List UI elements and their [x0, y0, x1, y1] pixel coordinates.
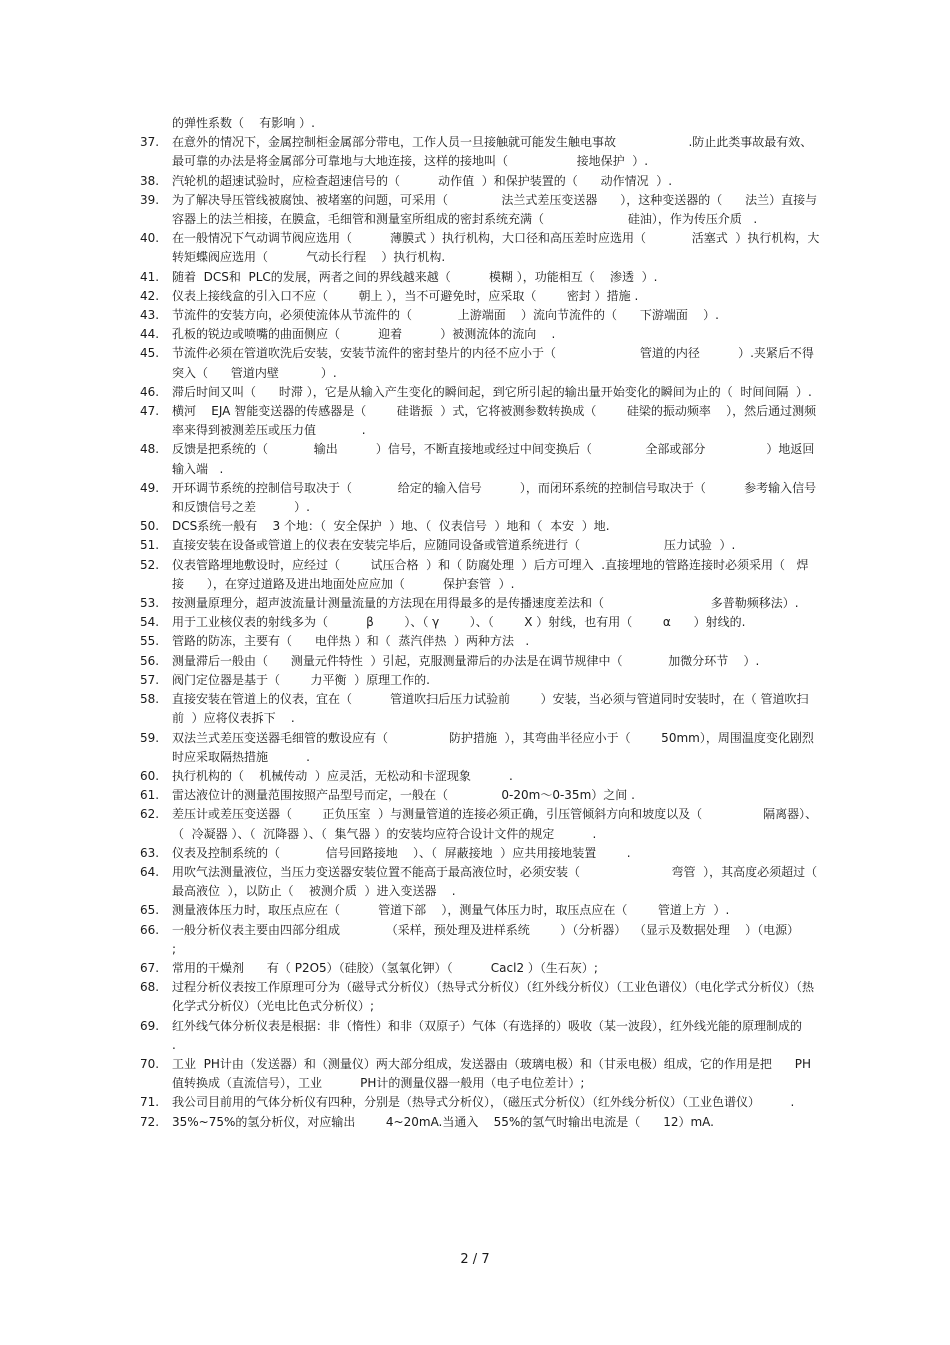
item-number: 70. [140, 1056, 160, 1071]
list-item [140, 1113, 820, 1132]
item-number: 63. [140, 845, 160, 860]
item-number: 66. [140, 922, 160, 937]
item-text: 横河 EJA 智能变送器的传感器是（ 硅谐振 ）式，它将被测参数转换成（ 硅梁的振动频率 ），然后通过测频率来得到被测差压或压力值 . [172, 404, 817, 438]
item-number: 43. [140, 308, 160, 323]
item-number: 58. [140, 692, 160, 707]
item-number: 44. [140, 327, 160, 342]
list-item [140, 652, 820, 671]
item-number: 48. [140, 442, 160, 457]
list-item [140, 786, 820, 805]
item-number: 51. [140, 538, 160, 553]
item-number: 68. [140, 980, 160, 995]
item-text: 节流件必须在管道吹洗后安装，安装节流件的密封垫片的内径不应小于（ 管道的内径 ）.夹紧后不得突入（ 管道内壁 ）. [172, 346, 814, 380]
item-number: 42. [140, 288, 160, 303]
list-item [140, 268, 820, 287]
item-text: 35%~75%的氢分析仪，对应输出 4~20mA.当通入 55%的氢气时输出电流是（ 12）mA. [172, 1114, 714, 1129]
item-text: 反馈是把系统的（ 输出 ）信号，不断直接地或经过中间变换后（ 全部或部分 ）地返回输入端 . [172, 442, 815, 476]
list-item [140, 191, 820, 229]
item-text: 常用的干燥剂 有（ P2O5）（硅胶）（氢氧化钾）（ Cacl2 ）（生石灰）; [172, 960, 598, 975]
item-number: 72. [140, 1114, 160, 1129]
item-text: 工业 PH计由（发送器）和（测量仪）两大部分组成，发送器由（玻璃电极）和（甘汞电极）组成，它的作用是把 PH值转换成（直流信号），工业 PH计的测量仪器一般用（电子电位差计）; [172, 1056, 812, 1091]
page-number: 2 / 7 [460, 1252, 490, 1267]
list-item [140, 863, 833, 901]
list-item [140, 959, 820, 978]
list-item [140, 690, 820, 728]
list-item [140, 133, 820, 171]
item-text: 红外线气体分析仪表是根据：非（惰性）和非（双原子）气体（有选择的）吸收（某一波段），红外线光能的原理制成的 . [172, 1018, 841, 1052]
list-item [140, 229, 820, 267]
item-text: 随着 DCS和 PLC的发展，两者之间的界线越来越（ 模糊 ），功能相互（ 渗透 ）. [172, 269, 658, 284]
list-item [140, 306, 820, 325]
item-text: 雷达液位计的测量范围按照产品型号而定，一般在（ 0-20m～0-35m）之间 . [172, 788, 635, 803]
item-text: 双法兰式差压变送器毛细管的敷设应有（ 防护措施 ），其弯曲半径应小于（ 50mm），周围温度变化剧烈时应采取隔热措施 . [172, 730, 814, 764]
item-number: 41. [140, 269, 160, 284]
list-item [140, 767, 820, 786]
item-number: 61. [140, 788, 160, 803]
item-text: 执行机构的（ 机械传动 ）应灵活，无松动和卡涩现象 . [172, 768, 513, 783]
item-text: 仪表管路埋地敷设时，应经过（ 试压合格 ）和（ 防腐处理 ）后方可埋入 .直接埋地的管路连接时必须采用（ 焊接 ），在穿过道路及进出地面处应应加（ 保护套管 ）. [172, 557, 809, 591]
item-text: 过程分析仪表按工作原理可分为（磁导式分析仪）（热导式分析仪）（红外线分析仪）（工业色谱仪）（电化学式分析仪）（热化学式分析仪）（光电比色式分析仪）; [172, 980, 815, 1014]
list-item [140, 287, 820, 306]
item-text: 测量液体压力时，取压点应在（ 管道下部 ），测量气体压力时，取压点应在（ 管道上方 ）. [172, 903, 730, 918]
item-number: 69. [140, 1018, 160, 1033]
item-number: 49. [140, 480, 160, 495]
item-number: 65. [140, 903, 160, 918]
list-item [140, 805, 820, 843]
item-number: 52. [140, 557, 160, 572]
question-list [140, 114, 841, 1132]
item-number: 62. [140, 807, 160, 822]
item-text: 我公司目前用的气体分析仪有四种，分别是（热导式分析仪），（磁压式分析仪）（红外线分析仪）（工业色谱仪） . [172, 1095, 795, 1110]
item-number: 39. [140, 192, 160, 207]
item-number: 54. [140, 615, 160, 630]
item-number: 59. [140, 730, 160, 745]
item-number: 47. [140, 404, 160, 419]
item-text: 阀门定位器是基于（ 力平衡 ）原理工作的. [172, 672, 430, 687]
item-text: 用吹气法测量液位，当压力变送器安装位置不能高于最高液位时，必须安装（ 弯管 ），其高度必须超过（ 最高液位 ），以防止（ 被测介质 ）进入变送器 . [172, 864, 833, 899]
item-text: 一般分析仪表主要由四部分组成 （采样，预处理及进样系统 ）（分析器） （显示及数据处理 ）（电源） ; [172, 922, 819, 956]
list-item [140, 978, 820, 1016]
item-number: 64. [140, 864, 160, 879]
list-item [140, 901, 820, 920]
list-item [140, 1093, 820, 1112]
list-item [140, 632, 820, 651]
list-item [140, 1017, 841, 1055]
item-text: 直接安装在管道上的仪表，宜在（ 管道吹扫后压力试验前 ）安装，当必须与管道同时安装时，在（ 管道吹扫前 ）应将仪表拆下 . [172, 692, 809, 726]
list-item [140, 1055, 820, 1093]
list-item [140, 402, 820, 440]
item-text: 孔板的锐边或喷嘴的曲面侧应（ 迎着 ）被测流体的流向 . [172, 327, 556, 342]
item-number: 60. [140, 768, 160, 783]
item-number [140, 114, 172, 133]
list-item [140, 556, 820, 594]
item-number: 37. [140, 135, 160, 150]
list-item [140, 613, 820, 632]
item-text: 节流件的安装方向，必须使流体从节流件的（ 上游端面 ）流向节流件的（ 下游端面 ）. [172, 308, 719, 323]
list-item [140, 594, 820, 613]
item-number: 55. [140, 634, 160, 649]
list-item [140, 536, 820, 555]
item-text: 开环调节系统的控制信号取决于（ 给定的输入信号 ），而闭环系统的控制信号取决于（ 参考输入信号和反馈信号之差 ）. [172, 480, 817, 515]
item-text: 为了解决导压管线被腐蚀、被堵塞的问题，可采用（ 法兰式差压变送器 ），这种变送器的（ 法兰）直接与容器上的法兰相接，在膜盒，毛细管和测量室所组成的密封系统充满（ 硅油），作为传压介质 . [172, 192, 818, 227]
list-item [140, 479, 820, 517]
item-text: 按测量原理分，超声波流量计测量流量的方法现在用得最多的是传播速度差法和（ 多普勒频移法）. [172, 596, 799, 611]
item-text: 的弹性系数（ 有影响 ）. [172, 116, 315, 130]
item-text: 滞后时间又叫（ 时滞 ），它是从输入产生变化的瞬间起，到它所引起的输出量开始变化的瞬间为止的（ 时间间隔 ）. [172, 384, 812, 399]
item-number: 67. [140, 960, 160, 975]
item-number: 40. [140, 231, 160, 246]
list-item [140, 671, 820, 690]
list-item [140, 325, 820, 344]
item-text: 在一般情况下气动调节阀应选用（ 薄膜式 ）执行机构，大口径和高压差时应选用（ 活塞式 ）执行机构，大转矩蝶阀应选用（ 气动长行程 ）执行机构. [172, 231, 820, 265]
list-item [140, 344, 820, 382]
item-number: 46. [140, 384, 160, 399]
item-number: 45. [140, 346, 160, 361]
item-text: 管路的防冻，主要有（ 电伴热 ）和（ 蒸汽伴热 ）两种方法 . [172, 634, 530, 649]
item-text: DCS系统一般有 3 个地：（ 安全保护 ）地、（ 仪表信号 ）地和（ 本安 ）地. [172, 519, 610, 534]
list-item [140, 172, 820, 191]
list-item [140, 729, 820, 767]
item-number: 50. [140, 519, 160, 534]
item-text: 用于工业核仪表的射线多为（ β ）、（ γ ）、（ X ）射线，也有用（ α ）射线的. [172, 615, 746, 630]
list-item [140, 440, 820, 478]
item-text: 仪表及控制系统的（ 信号回路接地 ）、（ 屏蔽接地 ）应共用接地装置 . [172, 845, 631, 860]
item-text: 直接安装在设备或管道上的仪表在安装完毕后，应随同设备或管道系统进行（ 压力试验 ）. [172, 538, 736, 553]
list-item [140, 921, 820, 959]
list-item [140, 844, 820, 863]
list-item [140, 383, 820, 402]
item-number: 56. [140, 653, 160, 668]
item-number: 71. [140, 1095, 160, 1110]
item-text: 在意外的情况下，金属控制柜金属部分带电，工作人员一旦接触就可能发生触电事故 .防止此类事故最有效、最可靠的办法是将金属部分可靠地与大地连接，这样的接地叫（ 接地保护 ）. [172, 135, 813, 169]
item-number: 38. [140, 173, 160, 188]
item-number: 57. [140, 672, 160, 687]
item-text: 仪表上接线盒的引入口不应（ 朝上 ），当不可避免时，应采取（ 密封 ）措施 . [172, 288, 639, 303]
item-text: 差压计或差压变送器（ 正负压室 ）与测量管道的连接必须正确，引压管倾斜方向和坡度以及（ 隔离器）、（ 冷凝器 ）、（ 沉降器 ）、（ 集气器 ）的安装均应符合设计文件的规定 . [172, 807, 818, 841]
list-item [140, 114, 820, 133]
list-item [140, 517, 820, 536]
item-text: 汽轮机的超速试验时，应检查超速信号的（ 动作值 ）和保护装置的（ 动作情况 ）. [172, 173, 673, 188]
item-number: 53. [140, 596, 160, 611]
item-text: 测量滞后一般由（ 测量元件特性 ）引起，克服测量滞后的办法是在调节规律中（ 加微分环节 ）. [172, 653, 760, 668]
